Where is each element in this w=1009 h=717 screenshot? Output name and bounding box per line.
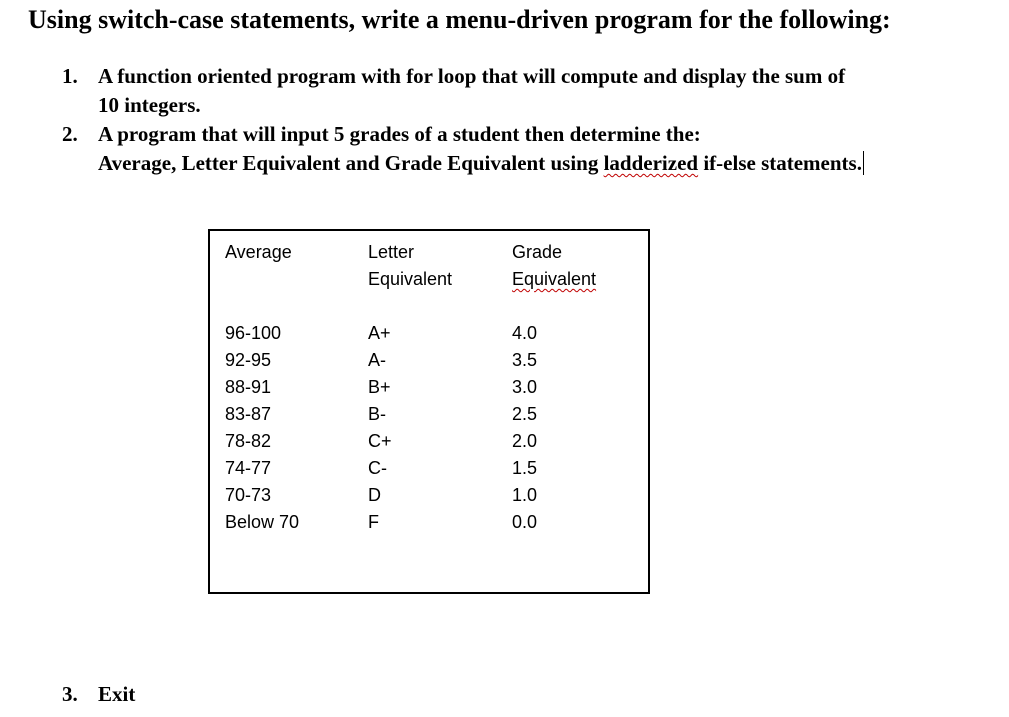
header-letter-line1: Letter (368, 242, 415, 262)
menu-item-1-number: 1. (62, 64, 78, 88)
table-cell-average: 78-82 (225, 431, 272, 451)
header-letter-line2: Equivalent (368, 269, 453, 289)
header-grade-line1: Grade (512, 242, 563, 262)
table-cell-letter: A+ (368, 323, 391, 343)
menu-item-2-text (98, 120, 864, 178)
menu-item-2-line2-start: Average, Letter Equivalent and Grade Equivalent using (98, 151, 604, 175)
table-cell-average: 74-77 (225, 458, 272, 478)
menu-item-2-line1: A program that will input 5 grades of a student then determine the: (98, 122, 701, 146)
table-cell-letter: C+ (368, 431, 392, 451)
table-cell-letter: D (368, 485, 381, 505)
table-cell-letter: C- (368, 458, 387, 478)
header-average: Average (225, 242, 292, 262)
table-cell-average: 92-95 (225, 350, 272, 370)
menu-item-2-line2-end: if-else statements. (698, 151, 862, 175)
table-cell-grade: 1.5 (512, 458, 538, 478)
menu-item-1-text (98, 62, 845, 120)
table-cell-grade: 2.5 (512, 404, 538, 424)
table-cell-average: Below 70 (225, 512, 300, 532)
table-cell-average: 70-73 (225, 485, 272, 505)
spellcheck-flagged-word: ladderized (603, 151, 699, 175)
menu-item-1-line2: 10 integers. (98, 93, 201, 117)
menu-item-3-number: 3. (62, 682, 78, 706)
menu-item-2-number: 2. (62, 122, 78, 146)
table-cell-average: 96-100 (225, 323, 282, 343)
table-cell-grade: 0.0 (512, 512, 538, 532)
table-cell-letter: B- (368, 404, 386, 424)
table-cell-grade: 3.0 (512, 377, 538, 397)
menu-item-1-line1: A function oriented program with for loop that will compute and display the sum of (98, 64, 846, 88)
table-cell-letter: B+ (368, 377, 391, 397)
table-cell-average: 83-87 (225, 404, 272, 424)
table-cell-grade: 3.5 (512, 350, 538, 370)
table-cell-grade: 4.0 (512, 323, 538, 343)
table-cell-letter: A- (368, 350, 386, 370)
text-cursor (863, 151, 864, 175)
table-cell-average: 88-91 (225, 377, 272, 397)
table-cell-grade: 1.0 (512, 485, 538, 505)
table-cell-grade: 2.0 (512, 431, 538, 451)
document-heading: Using switch-case statements, write a menu-driven program for the following: (28, 5, 891, 34)
header-grade-line2: Equivalent (512, 269, 597, 289)
table-cell-letter: F (368, 512, 379, 532)
grade-table (208, 229, 650, 594)
menu-item-3-text: Exit (98, 682, 136, 706)
